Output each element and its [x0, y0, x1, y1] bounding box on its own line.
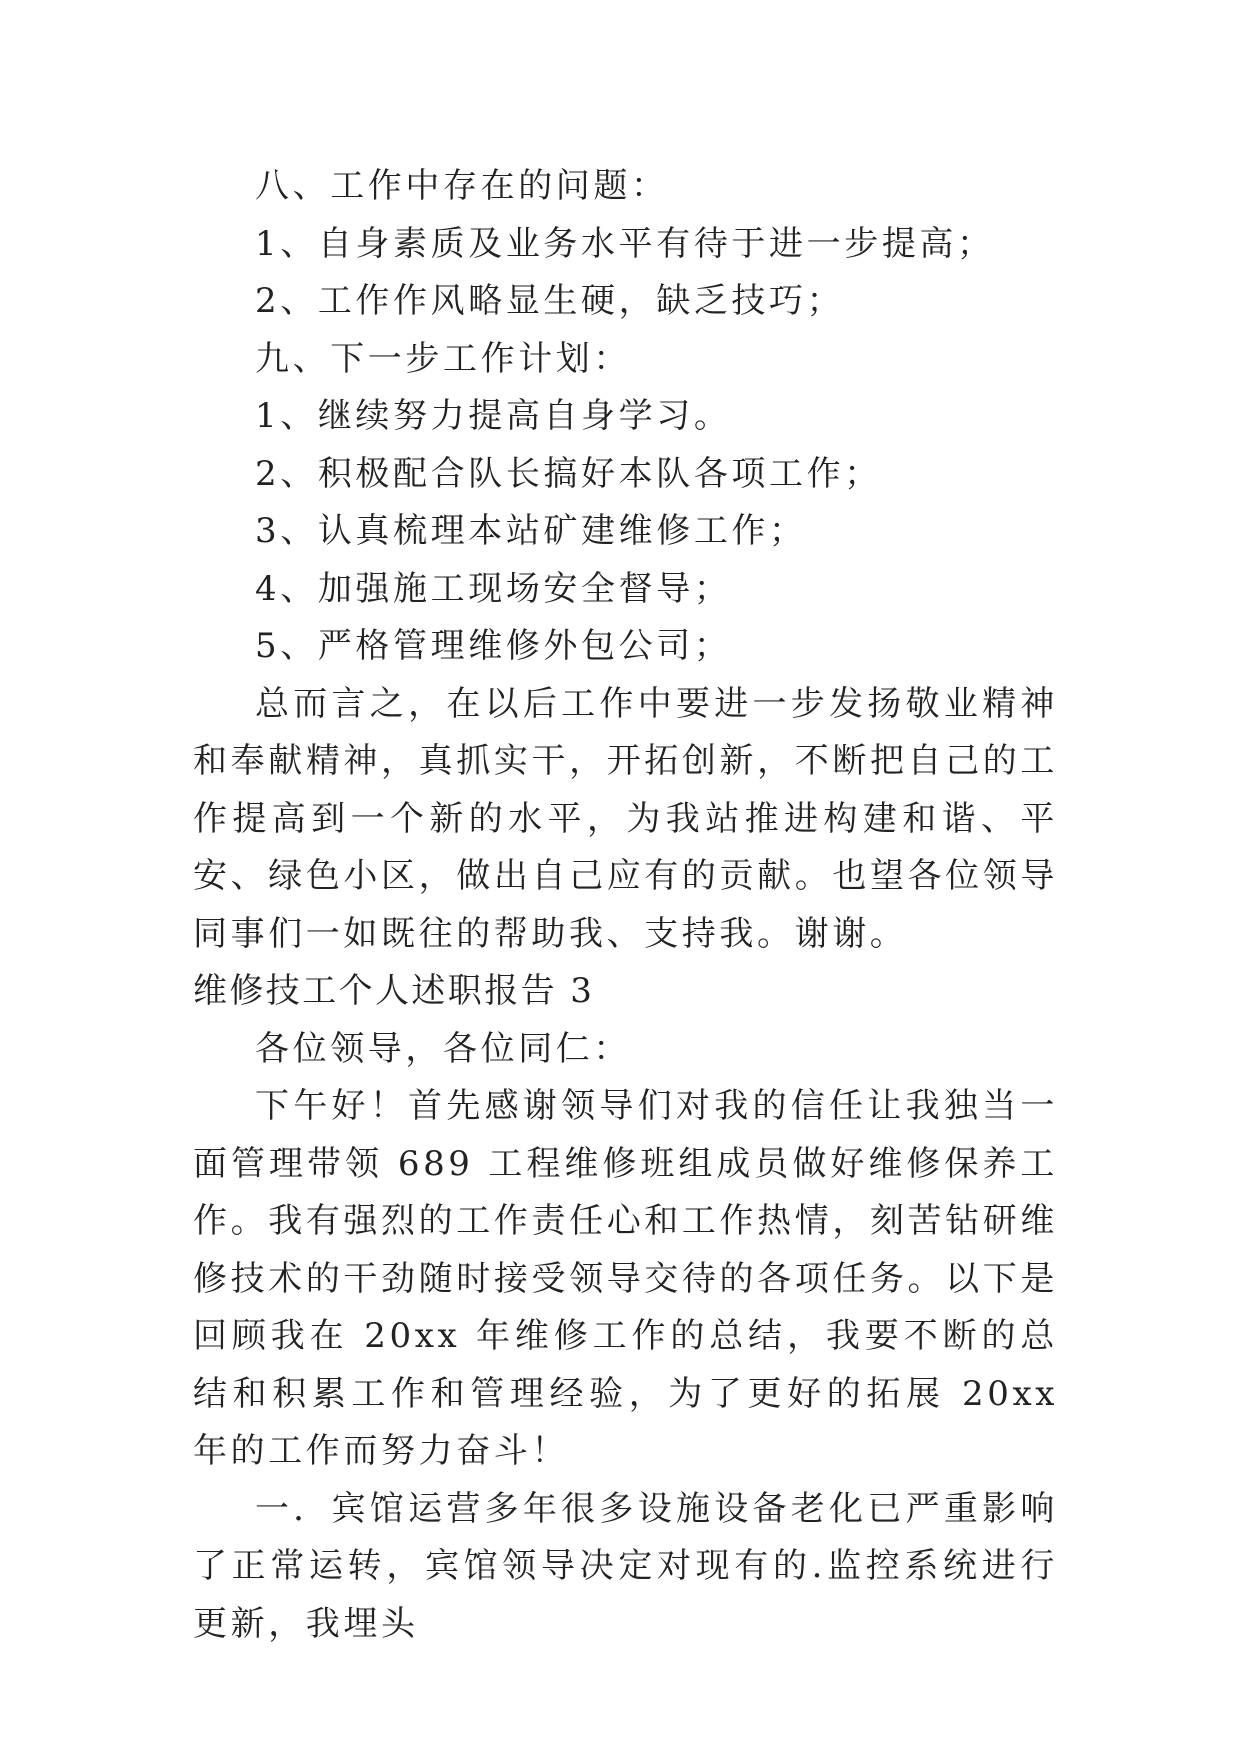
document-body [193, 158, 1058, 1653]
greeting: 各位领导，各位同仁： [255, 1028, 631, 1069]
section8-item: 2、工作作风略显生硬，缺乏技巧； [255, 281, 845, 321]
section8-item: 1、自身素质及业务水平有待于进一步提高； [255, 223, 995, 264]
section9-item: 4、加强施工现场安全督导； [255, 568, 732, 609]
section9-title: 九、下一步工作计划： [255, 338, 631, 379]
conclusion-paragraph: 总而言之，在以后工作中要进一步发扬敬业精神和奉献精神，真抓实干，开拓创新，不断把自己的工作提高到一个新的水平，为我站推进构建和谐、平安、绿色小区，做出自己应有的贡献。也望各位领导同事们一如既往的帮助我、支持我。谢谢。 [193, 683, 1058, 954]
opening-paragraph: 下午好！首先感谢领导们对我的信任让我独当一面管理带领 689 工程维修班组成员做好维修保养工作。我有强烈的工作责任心和工作热情，刻苦钻研维修技术的干劲随时接受领导交待的各项任务。以下是回顾我在 20xx 年维修工作的总结，我要不断的总结和积累工作和管理经验，为了更好的拓展 20xx 年的工作而努力奋斗！ [193, 1086, 1058, 1471]
section9-item: 2、积极配合队长搞好本队各项工作； [255, 453, 882, 494]
section9-item: 3、认真梳理本站矿建维修工作； [255, 511, 807, 551]
section8-title: 八、工作中存在的问题： [255, 166, 669, 206]
section9-item: 1、继续努力提高自身学习。 [255, 396, 732, 436]
point1-paragraph: 一．宾馆运营多年很多设施设备老化已严重影响了正常运转，宾馆领导决定对现有的.监控系统进行更新，我埋头 [193, 1488, 1058, 1644]
report3-title: 维修技工个人述职报告 3 [193, 971, 595, 1011]
section9-item: 5、严格管理维修外包公司； [255, 626, 732, 666]
